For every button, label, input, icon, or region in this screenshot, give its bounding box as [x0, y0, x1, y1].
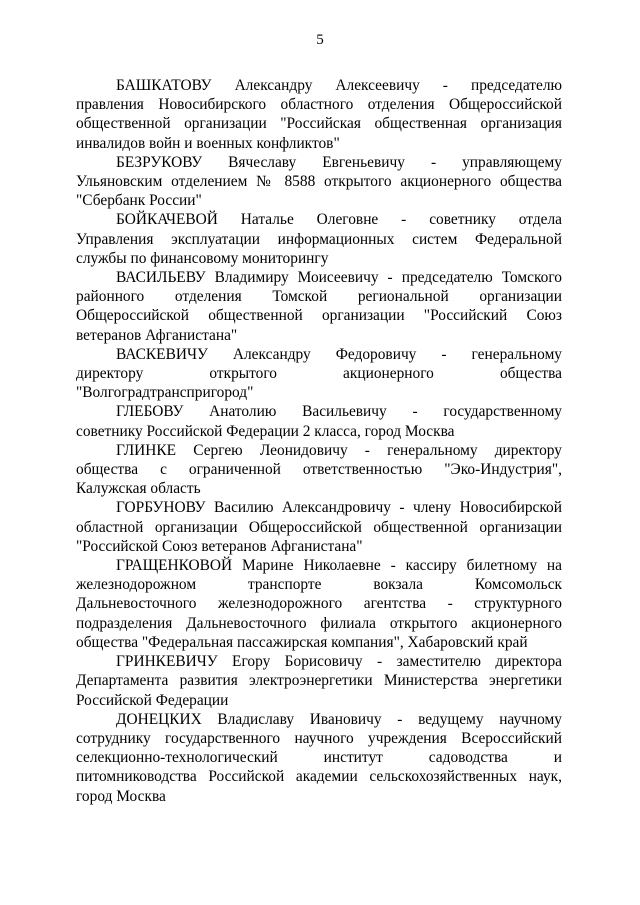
entry-line: советнику Российской Федерации 2 класса, город Москва: [76, 422, 455, 440]
page-number: 5: [316, 32, 324, 48]
entry-line: "Сбербанк России": [76, 192, 202, 210]
entry-line: районного отделения Томской региональной организации: [76, 288, 562, 306]
entry-line: инвалидов войн и военных конфликтов": [76, 134, 340, 152]
entry-line: Ульяновским отделением № 8588 открытого акционерного общества: [76, 173, 562, 191]
entry-line: Управления эксплуатации информационных систем Федеральной: [76, 230, 562, 248]
entry-line: ВАСИЛЬЕВУ Владимиру Моисеевичу - председателю Томского: [116, 269, 562, 287]
award-entry: [76, 556, 562, 652]
entry-line: питомниководства Российской академии сельскохозяйственных наук,: [76, 768, 562, 786]
award-entry: [76, 210, 562, 268]
entry-line: ДОНЕЦКИХ Владиславу Ивановичу - ведущему научному: [116, 710, 562, 728]
award-entry: [76, 345, 562, 403]
award-entry: [76, 710, 562, 806]
entry-line: подразделения Дальневосточного филиала открытого акционерного: [76, 614, 562, 632]
entry-line: ГРИНКЕВИЧУ Егору Борисовичу - заместителю директора: [116, 653, 562, 671]
award-entry: [76, 268, 562, 345]
entry-line: ГЛИНКЕ Сергею Леонидовичу - генеральному директору: [116, 441, 562, 459]
entry-line: Департамента развития электроэнергетики Министерства энергетики: [76, 672, 562, 690]
entry-line: Калужская область: [76, 480, 201, 498]
award-entry: [76, 402, 562, 440]
entry-line: директору открытого акционерного общества: [76, 365, 562, 383]
entry-line: ВАСКЕВИЧУ Александру Федоровичу - генеральному: [116, 345, 562, 363]
entry-line: БЕЗРУКОВУ Вячеславу Евгеньевичу - управляющему: [116, 153, 562, 171]
entry-line: ветеранов Афганистана": [76, 326, 238, 344]
entry-line: общественной организации "Российская общественная организация: [76, 115, 562, 133]
entry-line: "Российской Союз ветеранов Афганистана": [76, 537, 363, 555]
entry-line: Дальневосточного железнодорожного агентства - структурного: [76, 595, 562, 613]
entry-line: Российской Федерации: [76, 691, 229, 709]
entry-line: железнодорожном транспорте вокзала Комсомольск: [76, 576, 562, 594]
entry-line: Общероссийской общественной организации "Российский Союз: [76, 307, 562, 325]
entry-line: ГОРБУНОВУ Василию Александровичу - члену Новосибирской: [116, 499, 562, 517]
entry-line: БОЙКАЧЕВОЙ Наталье Олеговне - советнику отдела: [116, 211, 562, 229]
entry-line: службы по финансовому мониторингу: [76, 249, 329, 267]
entry-line: правления Новосибирского областного отделения Общероссийской: [76, 96, 562, 114]
entry-line: "Волгоградтранспригород": [76, 384, 254, 402]
award-entry: [76, 76, 562, 153]
award-entry: [76, 498, 562, 556]
entry-line: ГРАЩЕНКОВОЙ Марине Николаевне - кассиру билетному на: [116, 557, 562, 575]
entry-line: селекционно-технологический институт садоводства и: [76, 749, 562, 767]
award-entry: [76, 652, 562, 710]
entry-line: общества "Федеральная пассажирская компания", Хабаровский край: [76, 633, 528, 651]
entry-line: БАШКАТОВУ Александру Алексеевичу - председателю: [116, 77, 562, 94]
entry-line: ГЛЕБОВУ Анатолию Васильевичу - государственному: [116, 403, 562, 421]
award-entry: [76, 441, 562, 499]
entry-line: областной организации Общероссийской общественной организации: [76, 518, 562, 536]
award-list: [76, 76, 562, 806]
entry-line: город Москва: [76, 787, 166, 805]
award-entry: [76, 153, 562, 211]
entry-line: общества с ограниченной ответственностью "Эко-Индустрия",: [76, 461, 562, 479]
entry-line: сотруднику государственного научного учреждения Всероссийский: [76, 729, 562, 747]
